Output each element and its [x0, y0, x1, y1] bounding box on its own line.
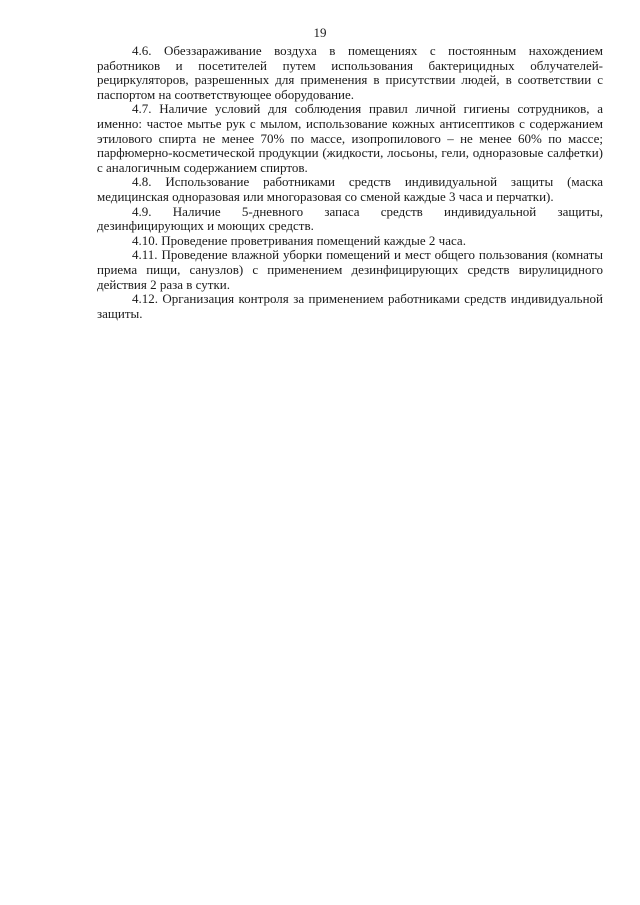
paragraph-4-10: 4.10. Проведение проветривания помещений каждые 2 часа.	[132, 232, 466, 248]
paragraph-4-12: 4.12. Организация контроля за применением работниками средств индивидуальной защиты.	[97, 291, 603, 321]
paragraph-4-7: 4.7. Наличие условий для соблюдения правил личной гигиены сотрудников, а именно: частое мытье рук с мылом, использование кожных антисептиков с содержанием этилового спирта не менее 70% по массе, изопропилового – не менее 60% по массе; парфюмерно-косметической продукции (жидкости, лосьоны, гели, одноразовые салфетки) с аналогичным содержанием спиртов.	[97, 101, 603, 175]
paragraph-4-6: 4.6. Обеззараживание воздуха в помещениях с постоянным нахождением работников и посетителей путем использования бактерицидных облучателей-рециркуляторов, разрешенных для применения в присутствии людей, в соответствии с паспортом на соответствующее оборудование.	[97, 43, 603, 102]
paragraph-4-8: 4.8. Использование работниками средств индивидуальной защиты (маска медицинская одноразовая или многоразовая со сменой каждые 3 часа и перчатки).	[97, 174, 603, 204]
paragraph-4-9: 4.9. Наличие 5-дневного запаса средств индивидуальной защиты, дезинфицирующих и моющих средств.	[97, 203, 603, 234]
paragraph-4-11: 4.11. Проведение влажной уборки помещений и мест общего пользования (комнаты приема пищи, санузлов) с применением дезинфицирующих средств вирулицидного действия 2 раза в сутки.	[97, 247, 603, 292]
document-body	[97, 44, 603, 321]
page-number: 19	[313, 25, 327, 40]
